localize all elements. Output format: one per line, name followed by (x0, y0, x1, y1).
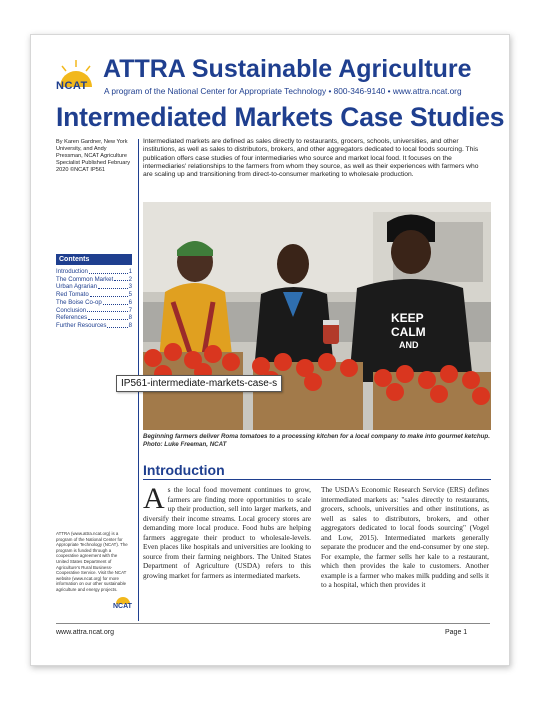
contents-box (56, 254, 132, 330)
toc-leader-dots (107, 322, 127, 328)
toc-item-page: 8 (128, 314, 132, 322)
tomato (274, 353, 292, 371)
footer-url: www.attra.ncat.org (56, 629, 114, 636)
tomato (304, 373, 322, 391)
section-rule (143, 479, 491, 480)
body-column-1-text: s the local food movement continues to grow, farmers are finding more opportunities to scale up their production, sell into larger markets, and diversify their income streams. Local grocery stores are demanding more local produce. Food hubs are helping farmers aggregate their product to wholesale-levels. Even places like hospitals and universities are looking to source from their farming neighbors. The United States Department of Agriculture (USDA) refers to this growing market for farmers as intermediated markets. (143, 485, 311, 580)
toc-item[interactable] (56, 283, 132, 291)
tomato (462, 371, 480, 389)
ncat-logo-text: NCAT (56, 80, 88, 92)
tomato (374, 369, 392, 387)
tomato (222, 353, 240, 371)
toc-leader-dots (89, 268, 128, 274)
toc-item[interactable] (56, 322, 132, 330)
toc-item[interactable] (56, 291, 132, 299)
about-attra-text: ATTRA (www.attra.ncat.org) is a program of the National Center for Appropriate Technology (NCAT). The program is funded through a cooperative agreement with the United States Department of Agriculture's Rural Business-Cooperative Service. Visit the NCAT website (www.ncat.org) for more information on our other sustainable agriculture and energy projects. (56, 531, 128, 592)
toc-leader-dots (88, 314, 127, 320)
byline: By Karen Gardner, New York University, and Andy Pressman, NCAT Agriculture Specialist Published February 2020 ©NCAT IP561 (56, 139, 130, 174)
toc-item-page: 2 (128, 275, 132, 283)
toc-item[interactable] (56, 314, 132, 322)
summary-text: Intermediated markets are defined as sales directly to restaurants, grocers, schools, universities, and other institutions, as well as sales to distributors, brokers, and other aggregators dedicated to local foods sourcing. This publication offers case studies of four intermediaries who source and market local food. It focuses on the intermediaries' relationships to the farmers from whom they source, as well as their experiences with farmers who are scaling up and transitioning from direct-to-consumer marketing to wholesale production. (143, 138, 479, 179)
tomato (440, 365, 458, 383)
toc-item-label: Introduction (56, 268, 88, 275)
contents-heading: Contents (56, 254, 132, 265)
document-page (30, 34, 510, 666)
toc-item-page: 3 (128, 283, 132, 291)
tomato (318, 353, 336, 371)
tomato (472, 387, 490, 405)
filename-tooltip: IP561-intermediate-markets-case-s (116, 375, 282, 392)
contents-list (56, 268, 132, 330)
toc-item-label: References (56, 314, 88, 322)
tomato (340, 359, 358, 377)
toc-item-label: Urban Agrarian (56, 283, 97, 291)
toc-item-page: 8 (128, 321, 132, 329)
toc-item-label: The Common Market (56, 275, 114, 283)
toc-item-page: 1 (128, 268, 132, 275)
tagline: A program of the National Center for Appropriate Technology • 800-346-9140 • www.attra.ncat.org (104, 86, 462, 96)
ncat-small-logo-text: NCAT (113, 603, 132, 610)
toc-item-page: 5 (128, 291, 132, 299)
toc-item[interactable] (56, 299, 132, 307)
farmers-tomatoes-photo (143, 202, 491, 430)
shirt-text-2: CALM (391, 325, 426, 339)
toc-item-label: The Boise Co-op (56, 298, 102, 306)
toc-item-label: Red Tomato (56, 291, 89, 299)
body-column-2: The USDA's Economic Research Service (ERS) defines intermediated markets as: "sales directly to restaurants, grocers, schools, universities and other institutions, as well as sales to distributors, brokers, and other aggregators dedicated to local foods sourcing" (Vogel and Low, 2015). Intermediated markets generally separate the producer and the end-consumer by one step. For example, the farmer sells her kale to a restaurant, which then provides the kale to customers. Another example is a farmer who makes milk pudding and sells it to a hospital, which then provides it (321, 485, 489, 589)
page-title: Intermediated Markets Case Studies (56, 102, 505, 132)
toc-leader-dots (87, 307, 127, 313)
tomato (386, 383, 404, 401)
toc-leader-dots (103, 299, 128, 305)
tomato (164, 343, 182, 361)
tomato (204, 345, 222, 363)
toc-leader-dots (90, 291, 128, 297)
tomato (396, 365, 414, 383)
drop-cap: A (143, 482, 165, 515)
toc-item-page: 6 (128, 298, 132, 306)
footer-page-number: Page 1 (445, 629, 468, 636)
toc-leader-dots (98, 283, 128, 289)
toc-item-label: Further Resources (56, 321, 107, 329)
tomato (144, 349, 162, 367)
toc-leader-dots (114, 276, 127, 282)
introduction-heading: Introduction (143, 462, 225, 478)
photo-caption: Beginning farmers deliver Roma tomatoes to a processing kitchen for a local company to make into gourmet ketchup. Photo: Luke Freeman, NCAT (143, 433, 490, 448)
toc-item[interactable] (56, 268, 132, 276)
footer-rule (56, 623, 490, 624)
body-column-1 (143, 482, 311, 580)
tomato (418, 371, 436, 389)
brand-title: ATTRA Sustainable Agriculture (103, 55, 472, 83)
toc-item-page: 7 (128, 306, 132, 314)
toc-item[interactable] (56, 307, 132, 315)
toc-item[interactable] (56, 276, 132, 284)
tomato (430, 385, 448, 403)
shirt-text-3: AND (399, 340, 419, 350)
toc-item-label: Conclusion (56, 306, 87, 314)
shirt-text-1: KEEP (391, 311, 424, 325)
